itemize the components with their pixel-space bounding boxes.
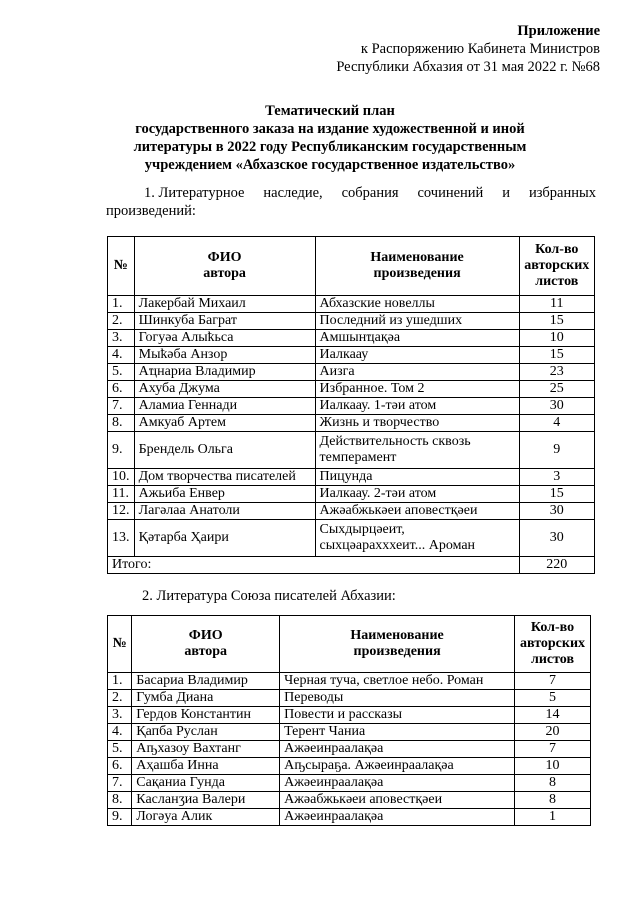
section-1-word: собрания bbox=[341, 185, 399, 201]
table-row bbox=[108, 707, 591, 724]
table-row bbox=[108, 432, 595, 469]
row-num: 4. bbox=[108, 347, 135, 364]
row-num: 1. bbox=[108, 673, 132, 690]
row-work: Аизга bbox=[315, 364, 519, 381]
row-work: Избранное. Том 2 bbox=[315, 381, 519, 398]
row-work-line-1: Сыхдырцәеит, bbox=[319, 522, 405, 537]
row-author: Аҧхазоу Вахтанг bbox=[132, 741, 280, 758]
header-sheets-line-2: авторских bbox=[524, 258, 590, 273]
row-work: Ажәабжькәеи аповестқәеи bbox=[280, 792, 515, 809]
table-row bbox=[108, 792, 591, 809]
row-work: Иалкаау bbox=[315, 347, 519, 364]
row-work: Повести и рассказы bbox=[280, 707, 515, 724]
appendix-line-1: к Распоряжению Кабинета Министров bbox=[360, 41, 600, 57]
table-header-row bbox=[108, 237, 595, 296]
row-work: Ажәабжькәеи аповестқәеи bbox=[315, 503, 519, 520]
row-num: 3. bbox=[108, 707, 132, 724]
header-work-line-2: произведения bbox=[353, 644, 441, 659]
row-author: Аламиа Геннади bbox=[134, 398, 315, 415]
row-num: 1. bbox=[108, 296, 135, 313]
row-num: 11. bbox=[108, 486, 135, 503]
table-row bbox=[108, 758, 591, 775]
header-author-line-1: ФИО bbox=[207, 250, 242, 265]
row-author: Аҳашба Инна bbox=[132, 758, 280, 775]
table-row bbox=[108, 809, 591, 826]
header-author bbox=[134, 237, 315, 296]
section-1-word: сочинений bbox=[417, 185, 484, 201]
row-sheets: 15 bbox=[519, 313, 594, 330]
table-row bbox=[108, 364, 595, 381]
section-1-word: наследие, bbox=[263, 185, 323, 201]
row-author: Лагәлаа Анатоли bbox=[134, 503, 315, 520]
header-author-line-2: автора bbox=[184, 644, 228, 659]
row-work: Терент Чаниа bbox=[280, 724, 515, 741]
row-num: 9. bbox=[108, 432, 135, 469]
section-1-heading-line-2: произведений: bbox=[106, 203, 196, 219]
total-label: Итого: bbox=[108, 557, 520, 574]
appendix-title: Приложение bbox=[517, 23, 600, 39]
row-work: Черная туча, светлое небо. Роман bbox=[280, 673, 515, 690]
row-work: Амшынҵақәа bbox=[315, 330, 519, 347]
row-sheets: 20 bbox=[515, 724, 591, 741]
table-row bbox=[108, 724, 591, 741]
appendix-line-2: Республики Абхазия от 31 мая 2022 г. №68 bbox=[336, 59, 600, 75]
row-sheets: 11 bbox=[519, 296, 594, 313]
row-work: Иалкаау. 1-тәи атом bbox=[315, 398, 519, 415]
table-row bbox=[108, 690, 591, 707]
header-work-line-2: произведения bbox=[373, 266, 461, 281]
header-sheets-line-2: авторских bbox=[519, 636, 586, 651]
row-author: Қапба Руслан bbox=[132, 724, 280, 741]
table-row bbox=[108, 469, 595, 486]
row-author: Ахуба Джума bbox=[134, 381, 315, 398]
row-sheets: 15 bbox=[519, 347, 594, 364]
row-sheets: 9 bbox=[519, 432, 594, 469]
row-sheets: 15 bbox=[519, 486, 594, 503]
plan-title-line-3: литературы в 2022 году Республиканским государственным bbox=[133, 139, 527, 155]
row-author: Аҵнариа Владимир bbox=[134, 364, 315, 381]
plan-title-line-1: Тематический план bbox=[265, 103, 395, 119]
header-work bbox=[315, 237, 519, 296]
table-row bbox=[108, 520, 595, 557]
row-work: Иалкаау. 2-тәи атом bbox=[315, 486, 519, 503]
row-sheets: 1 bbox=[515, 809, 591, 826]
row-work: Ажәеинраалақәа bbox=[280, 809, 515, 826]
row-work-line-2: сыхцәарахххеит... Ароман bbox=[319, 538, 476, 553]
row-author: Дом творчества писателей bbox=[134, 469, 315, 486]
row-author: Ажьиба Енвер bbox=[134, 486, 315, 503]
table-header-row bbox=[108, 616, 591, 673]
row-num: 7. bbox=[108, 398, 135, 415]
total-value: 220 bbox=[519, 557, 594, 574]
row-author: Мыҟәба Анзор bbox=[134, 347, 315, 364]
row-author: Сақаниа Гунда bbox=[132, 775, 280, 792]
row-author: Логәуа Алик bbox=[132, 809, 280, 826]
header-author-line-1: ФИО bbox=[188, 628, 223, 643]
row-work: Последний из ушедших bbox=[315, 313, 519, 330]
row-sheets: 23 bbox=[519, 364, 594, 381]
row-work: Переводы bbox=[280, 690, 515, 707]
row-author: Шинкуба Баграт bbox=[134, 313, 315, 330]
header-num: № bbox=[108, 237, 135, 296]
header-sheets-line-3: листов bbox=[535, 274, 579, 289]
header-author bbox=[132, 616, 280, 673]
section-1-heading bbox=[106, 184, 596, 220]
row-sheets: 10 bbox=[519, 330, 594, 347]
row-num: 7. bbox=[108, 775, 132, 792]
row-num: 4. bbox=[108, 724, 132, 741]
table-row bbox=[108, 503, 595, 520]
row-sheets: 5 bbox=[515, 690, 591, 707]
row-sheets: 30 bbox=[519, 520, 594, 557]
row-num: 8. bbox=[108, 415, 135, 432]
row-num: 12. bbox=[108, 503, 135, 520]
row-work-line-1: Действительность сквозь bbox=[319, 434, 471, 449]
section-1-heading-line-1 bbox=[106, 184, 596, 202]
row-author: Гердов Константин bbox=[132, 707, 280, 724]
row-author: Қәтарба Ҳаири bbox=[134, 520, 315, 557]
row-num: 10. bbox=[108, 469, 135, 486]
section-1-word: 1. Литературное bbox=[144, 185, 245, 201]
table-row bbox=[108, 415, 595, 432]
section-1-word: и bbox=[502, 185, 511, 201]
row-sheets: 14 bbox=[515, 707, 591, 724]
header-sheets-line-1: Кол-во bbox=[530, 620, 575, 635]
table-literary-heritage bbox=[107, 236, 595, 574]
row-author: Басариа Владимир bbox=[132, 673, 280, 690]
row-sheets: 7 bbox=[515, 741, 591, 758]
section-1-word: избранных bbox=[528, 185, 596, 201]
table-row bbox=[108, 398, 595, 415]
row-sheets: 4 bbox=[519, 415, 594, 432]
section-2-heading: 2. Литература Союза писателей Абхазии: bbox=[142, 588, 396, 604]
row-sheets: 30 bbox=[519, 398, 594, 415]
row-num: 9. bbox=[108, 809, 132, 826]
table-row bbox=[108, 673, 591, 690]
row-author: Лакербай Михаил bbox=[134, 296, 315, 313]
row-work: Ажәеинраалақәа bbox=[280, 775, 515, 792]
header-work-line-1: Наименование bbox=[350, 628, 444, 643]
row-num: 2. bbox=[108, 690, 132, 707]
header-sheets bbox=[515, 616, 591, 673]
row-author: Брендель Ольга bbox=[134, 432, 315, 469]
row-work: Жизнь и творчество bbox=[315, 415, 519, 432]
table-row bbox=[108, 347, 595, 364]
row-work bbox=[315, 432, 519, 469]
row-num: 6. bbox=[108, 758, 132, 775]
table-row bbox=[108, 313, 595, 330]
plan-title-line-2: государственного заказа на издание художественной и иной bbox=[135, 121, 525, 137]
row-sheets: 10 bbox=[515, 758, 591, 775]
row-num: 13. bbox=[108, 520, 135, 557]
row-work: Абхазские новеллы bbox=[315, 296, 519, 313]
row-sheets: 8 bbox=[515, 792, 591, 809]
header-author-line-2: автора bbox=[203, 266, 246, 281]
table-row bbox=[108, 296, 595, 313]
row-num: 6. bbox=[108, 381, 135, 398]
row-author: Гумба Диана bbox=[132, 690, 280, 707]
header-work-line-1: Наименование bbox=[370, 250, 464, 265]
plan-title bbox=[60, 102, 600, 174]
row-sheets: 8 bbox=[515, 775, 591, 792]
row-work-line-2: темперамент bbox=[319, 450, 397, 465]
row-author: Касланӡиа Валери bbox=[132, 792, 280, 809]
header-sheets-line-1: Кол-во bbox=[535, 242, 579, 257]
table-row bbox=[108, 330, 595, 347]
row-sheets: 3 bbox=[519, 469, 594, 486]
table-total-row bbox=[108, 557, 595, 574]
table-writers-union bbox=[107, 615, 591, 826]
row-work: Пицунда bbox=[315, 469, 519, 486]
header-sheets bbox=[519, 237, 594, 296]
row-num: 5. bbox=[108, 364, 135, 381]
row-work bbox=[315, 520, 519, 557]
plan-title-line-4: учреждением «Абхазское государственное издательство» bbox=[144, 157, 516, 173]
row-work: Ажәеинраалақәа bbox=[280, 741, 515, 758]
table-row bbox=[108, 741, 591, 758]
row-author: Амкуаб Артем bbox=[134, 415, 315, 432]
table-row bbox=[108, 775, 591, 792]
header-work bbox=[280, 616, 515, 673]
header-sheets-line-3: листов bbox=[530, 652, 575, 667]
row-num: 3. bbox=[108, 330, 135, 347]
row-sheets: 25 bbox=[519, 381, 594, 398]
row-work: Аҧсыраҕа. Ажәеинраалақәа bbox=[280, 758, 515, 775]
row-sheets: 7 bbox=[515, 673, 591, 690]
row-sheets: 30 bbox=[519, 503, 594, 520]
row-num: 5. bbox=[108, 741, 132, 758]
row-num: 2. bbox=[108, 313, 135, 330]
row-num: 8. bbox=[108, 792, 132, 809]
header-num: № bbox=[108, 616, 132, 673]
row-author: Гогуәа Алыҟьса bbox=[134, 330, 315, 347]
table-row bbox=[108, 486, 595, 503]
table-row bbox=[108, 381, 595, 398]
appendix-header bbox=[336, 22, 600, 76]
